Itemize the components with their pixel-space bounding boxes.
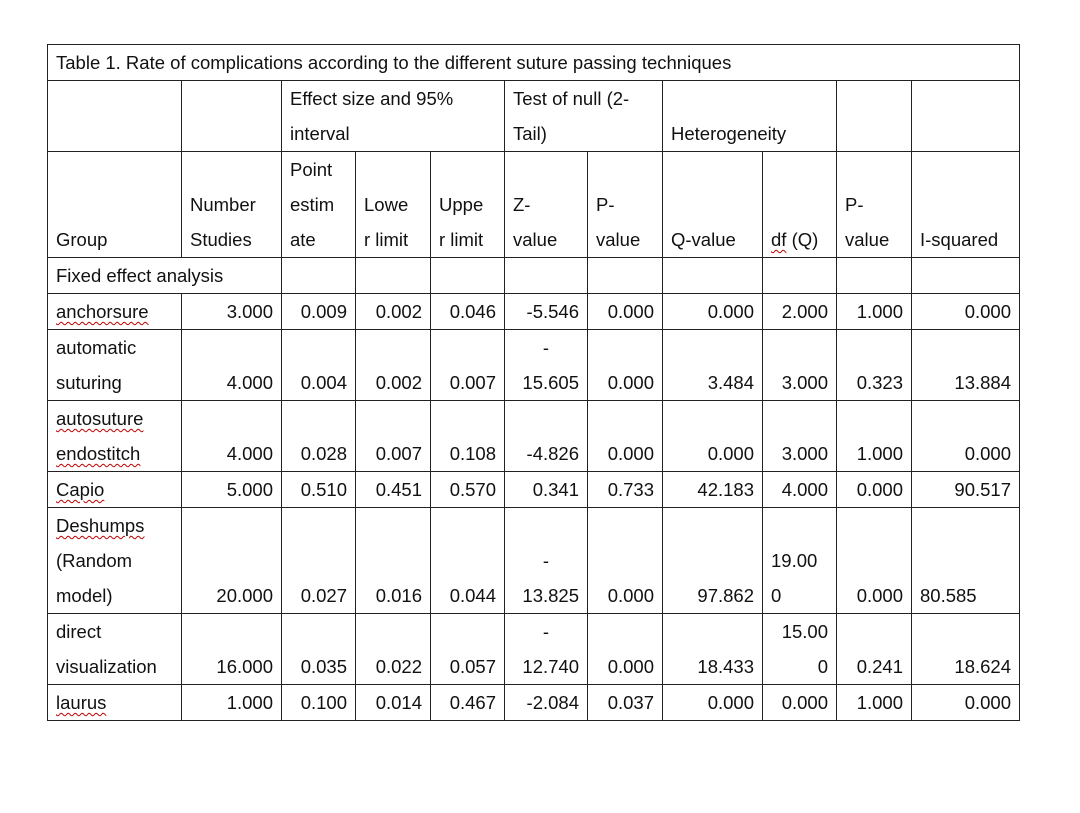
cell-z-value: 0.341 — [505, 472, 588, 508]
cell-upper-limit: 0.467 — [431, 685, 505, 721]
cell-z-value: - 15.605 — [505, 330, 588, 401]
cell-point-estimate: 0.004 — [282, 330, 356, 401]
cell-point-estimate: 0.035 — [282, 614, 356, 685]
col-group: Group — [48, 152, 182, 258]
cell-p-value-heterogeneity: 0.000 — [837, 508, 912, 614]
col-z-value: Z- value — [505, 152, 588, 258]
table-row — [48, 685, 1020, 721]
cell-q-value: 97.862 — [663, 508, 763, 614]
header-test-of-null: Test of null (2- Tail) — [505, 81, 663, 152]
header-group-row — [48, 81, 1020, 152]
cell-i-squared: 90.517 — [912, 472, 1020, 508]
row-group-name: laurus — [48, 685, 182, 721]
cell-i-squared: 0.000 — [912, 294, 1020, 330]
cell-lower-limit: 0.022 — [356, 614, 431, 685]
cell-number-studies: 16.000 — [182, 614, 282, 685]
row-group-name: automatic suturing — [48, 330, 182, 401]
header-heterogeneity: Heterogeneity — [663, 81, 837, 152]
cell-q-value: 3.484 — [663, 330, 763, 401]
cell-z-value: -2.084 — [505, 685, 588, 721]
cell-q-value: 0.000 — [663, 685, 763, 721]
row-group-name: anchorsure — [48, 294, 182, 330]
table-row — [48, 472, 1020, 508]
cell-df: 19.00 0 — [763, 508, 837, 614]
cell-upper-limit: 0.046 — [431, 294, 505, 330]
table-row — [48, 508, 1020, 614]
caption-row — [48, 45, 1020, 81]
cell-p-value-heterogeneity: 0.000 — [837, 472, 912, 508]
col-q-value: Q-value — [663, 152, 763, 258]
cell-point-estimate: 0.510 — [282, 472, 356, 508]
row-group-name: autosuture endostitch — [48, 401, 182, 472]
col-p-value: P- value — [588, 152, 663, 258]
table-caption: Table 1. Rate of complications according to the different suture passing techniques — [48, 45, 1020, 81]
cell-upper-limit: 0.108 — [431, 401, 505, 472]
cell-point-estimate: 0.009 — [282, 294, 356, 330]
cell-p-value: 0.733 — [588, 472, 663, 508]
cell-q-value: 0.000 — [663, 401, 763, 472]
cell-number-studies: 4.000 — [182, 401, 282, 472]
cell-number-studies: 4.000 — [182, 330, 282, 401]
cell-i-squared: 80.585 — [912, 508, 1020, 614]
cell-p-value: 0.000 — [588, 614, 663, 685]
cell-upper-limit: 0.570 — [431, 472, 505, 508]
row-group-name: Capio — [48, 472, 182, 508]
cell-number-studies: 5.000 — [182, 472, 282, 508]
cell-p-value: 0.000 — [588, 401, 663, 472]
cell-number-studies: 1.000 — [182, 685, 282, 721]
cell-z-value: - 12.740 — [505, 614, 588, 685]
cell-lower-limit: 0.014 — [356, 685, 431, 721]
cell-lower-limit: 0.451 — [356, 472, 431, 508]
cell-p-value-heterogeneity: 1.000 — [837, 401, 912, 472]
col-number-studies: Number Studies — [182, 152, 282, 258]
table-row — [48, 294, 1020, 330]
cell-q-value: 42.183 — [663, 472, 763, 508]
cell-upper-limit: 0.007 — [431, 330, 505, 401]
col-df-q: df (Q) — [763, 152, 837, 258]
cell-df: 2.000 — [763, 294, 837, 330]
cell-z-value: - 13.825 — [505, 508, 588, 614]
cell-p-value: 0.037 — [588, 685, 663, 721]
cell-lower-limit: 0.002 — [356, 330, 431, 401]
cell-upper-limit: 0.057 — [431, 614, 505, 685]
cell-number-studies: 3.000 — [182, 294, 282, 330]
row-group-name: direct visualization — [48, 614, 182, 685]
cell-lower-limit: 0.002 — [356, 294, 431, 330]
cell-df: 15.00 0 — [763, 614, 837, 685]
cell-p-value: 0.000 — [588, 330, 663, 401]
section-label: Fixed effect analysis — [48, 258, 282, 294]
cell-df: 0.000 — [763, 685, 837, 721]
cell-p-value-heterogeneity: 1.000 — [837, 685, 912, 721]
header-columns-row — [48, 152, 1020, 258]
cell-number-studies: 20.000 — [182, 508, 282, 614]
cell-p-value: 0.000 — [588, 508, 663, 614]
col-lower-limit: Lowe r limit — [356, 152, 431, 258]
cell-i-squared: 0.000 — [912, 401, 1020, 472]
cell-i-squared: 13.884 — [912, 330, 1020, 401]
cell-q-value: 0.000 — [663, 294, 763, 330]
col-upper-limit: Uppe r limit — [431, 152, 505, 258]
cell-point-estimate: 0.027 — [282, 508, 356, 614]
cell-upper-limit: 0.044 — [431, 508, 505, 614]
cell-i-squared: 0.000 — [912, 685, 1020, 721]
cell-p-value-heterogeneity: 0.323 — [837, 330, 912, 401]
row-group-name: Deshumps (Random model) — [48, 508, 182, 614]
table-row — [48, 614, 1020, 685]
cell-df: 4.000 — [763, 472, 837, 508]
cell-p-value-heterogeneity: 0.241 — [837, 614, 912, 685]
cell-df: 3.000 — [763, 330, 837, 401]
cell-lower-limit: 0.016 — [356, 508, 431, 614]
complications-table — [47, 44, 1020, 721]
cell-z-value: -5.546 — [505, 294, 588, 330]
cell-p-value-heterogeneity: 1.000 — [837, 294, 912, 330]
cell-p-value: 0.000 — [588, 294, 663, 330]
cell-i-squared: 18.624 — [912, 614, 1020, 685]
cell-point-estimate: 0.028 — [282, 401, 356, 472]
cell-q-value: 18.433 — [663, 614, 763, 685]
col-p-value-heterogeneity: P- value — [837, 152, 912, 258]
cell-df: 3.000 — [763, 401, 837, 472]
header-effect-size: Effect size and 95% interval — [282, 81, 505, 152]
col-point-estimate: Point estim ate — [282, 152, 356, 258]
cell-point-estimate: 0.100 — [282, 685, 356, 721]
cell-lower-limit: 0.007 — [356, 401, 431, 472]
col-i-squared: I-squared — [912, 152, 1020, 258]
section-row — [48, 258, 1020, 294]
table-row — [48, 401, 1020, 472]
cell-z-value: -4.826 — [505, 401, 588, 472]
table-row — [48, 330, 1020, 401]
